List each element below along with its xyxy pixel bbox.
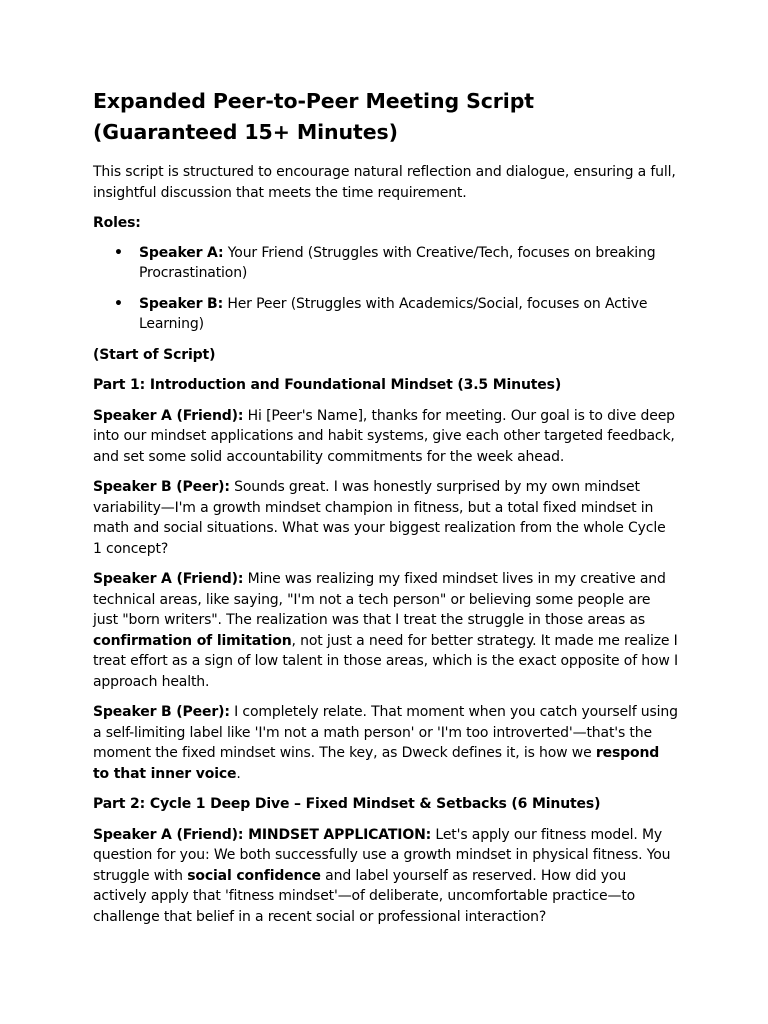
emphasis-text: confirmation of limitation bbox=[93, 632, 292, 649]
dialogue-text: Hi [Peer's Name], thanks for meeting. Our goal is to dive deep into our mindset applications and habit systems, give each other targeted feedback, and set some solid accountability commitments for the week ahead. bbox=[93, 407, 675, 465]
start-of-script: (Start of Script) bbox=[93, 346, 216, 363]
role-description: Your Friend (Struggles with Creative/Tech, focuses on breaking Procrastination) bbox=[139, 244, 656, 281]
intro-paragraph: This script is structured to encourage natural reflection and dialogue, ensuring a full, insightful discussion that meets the time requirement. bbox=[93, 164, 676, 201]
roles-list bbox=[93, 243, 678, 335]
speaker-label: Speaker A (Friend): MINDSET APPLICATION: bbox=[93, 826, 432, 843]
dialogue-text: , not just a need for better strategy. It made me realize I treat effort as a sign of low talent in those areas, which is the exact opposite of how I approach health. bbox=[93, 632, 679, 690]
dialogue-text: Let's apply our fitness model. My question for you: We both successfully use a growth mindset in physical fitness. You struggle with bbox=[93, 826, 671, 884]
dialogue-paragraph bbox=[93, 477, 678, 559]
speaker-label: Speaker B (Peer): bbox=[93, 704, 230, 720]
part1-heading: Part 1: Introduction and Foundational Mindset (3.5 Minutes) bbox=[93, 377, 562, 393]
bullet-icon: • bbox=[114, 295, 123, 312]
dialogue-text: and label yourself as reserved. How did you actively apply that 'fitness mindset'—of deliberate, uncomfortable practice—to challenge that belief in a recent social or professional interaction? bbox=[93, 867, 636, 925]
speaker-label: Speaker A (Friend): bbox=[93, 407, 244, 424]
document-title: Expanded Peer-to-Peer Meeting Script (Guaranteed 15+ Minutes) bbox=[93, 89, 535, 144]
role-description: Her Peer (Struggles with Academics/Social, focuses on Active Learning) bbox=[139, 295, 648, 332]
dialogue-text: . bbox=[236, 765, 241, 782]
dialogue-paragraph bbox=[93, 702, 678, 784]
dialogue-paragraph bbox=[93, 406, 678, 468]
document-page bbox=[93, 86, 678, 937]
part2-heading: Part 2: Cycle 1 Deep Dive – Fixed Mindset & Setbacks (6 Minutes) bbox=[93, 796, 601, 812]
dialogue-paragraph bbox=[93, 569, 678, 692]
role-label: Speaker B: bbox=[139, 295, 224, 312]
role-item-speaker-b bbox=[93, 294, 678, 335]
emphasis-text: social confidence bbox=[187, 867, 321, 884]
roles-heading: Roles: bbox=[93, 215, 141, 231]
role-item-speaker-a bbox=[93, 243, 678, 284]
speaker-label: Speaker A (Friend): bbox=[93, 571, 244, 587]
dialogue-text: I completely relate. That moment when you catch yourself using a self-limiting label like 'I'm not a math person' or 'I'm too introverted'—that's the moment the fixed mindset wins. The key, as Dweck defines it, is how we bbox=[93, 704, 678, 761]
dialogue-text: Mine was realizing my fixed mindset lives in my creative and technical areas, like saying, "I'm not a tech person" or believing some people are just "born writers". The realization was that I treat the struggle in those areas as bbox=[93, 571, 666, 628]
role-label: Speaker A: bbox=[139, 244, 224, 261]
dialogue-paragraph bbox=[93, 825, 678, 928]
emphasis-text: respond to that inner voice bbox=[93, 745, 660, 782]
bullet-icon: • bbox=[114, 244, 123, 261]
speaker-label: Speaker B (Peer): bbox=[93, 479, 230, 495]
dialogue-text: Sounds great. I was honestly surprised by my own mindset variability—I'm a growth mindset champion in fitness, but a total fixed mindset in math and social situations. What was your biggest realization from the whole Cycle 1 concept? bbox=[93, 479, 666, 557]
